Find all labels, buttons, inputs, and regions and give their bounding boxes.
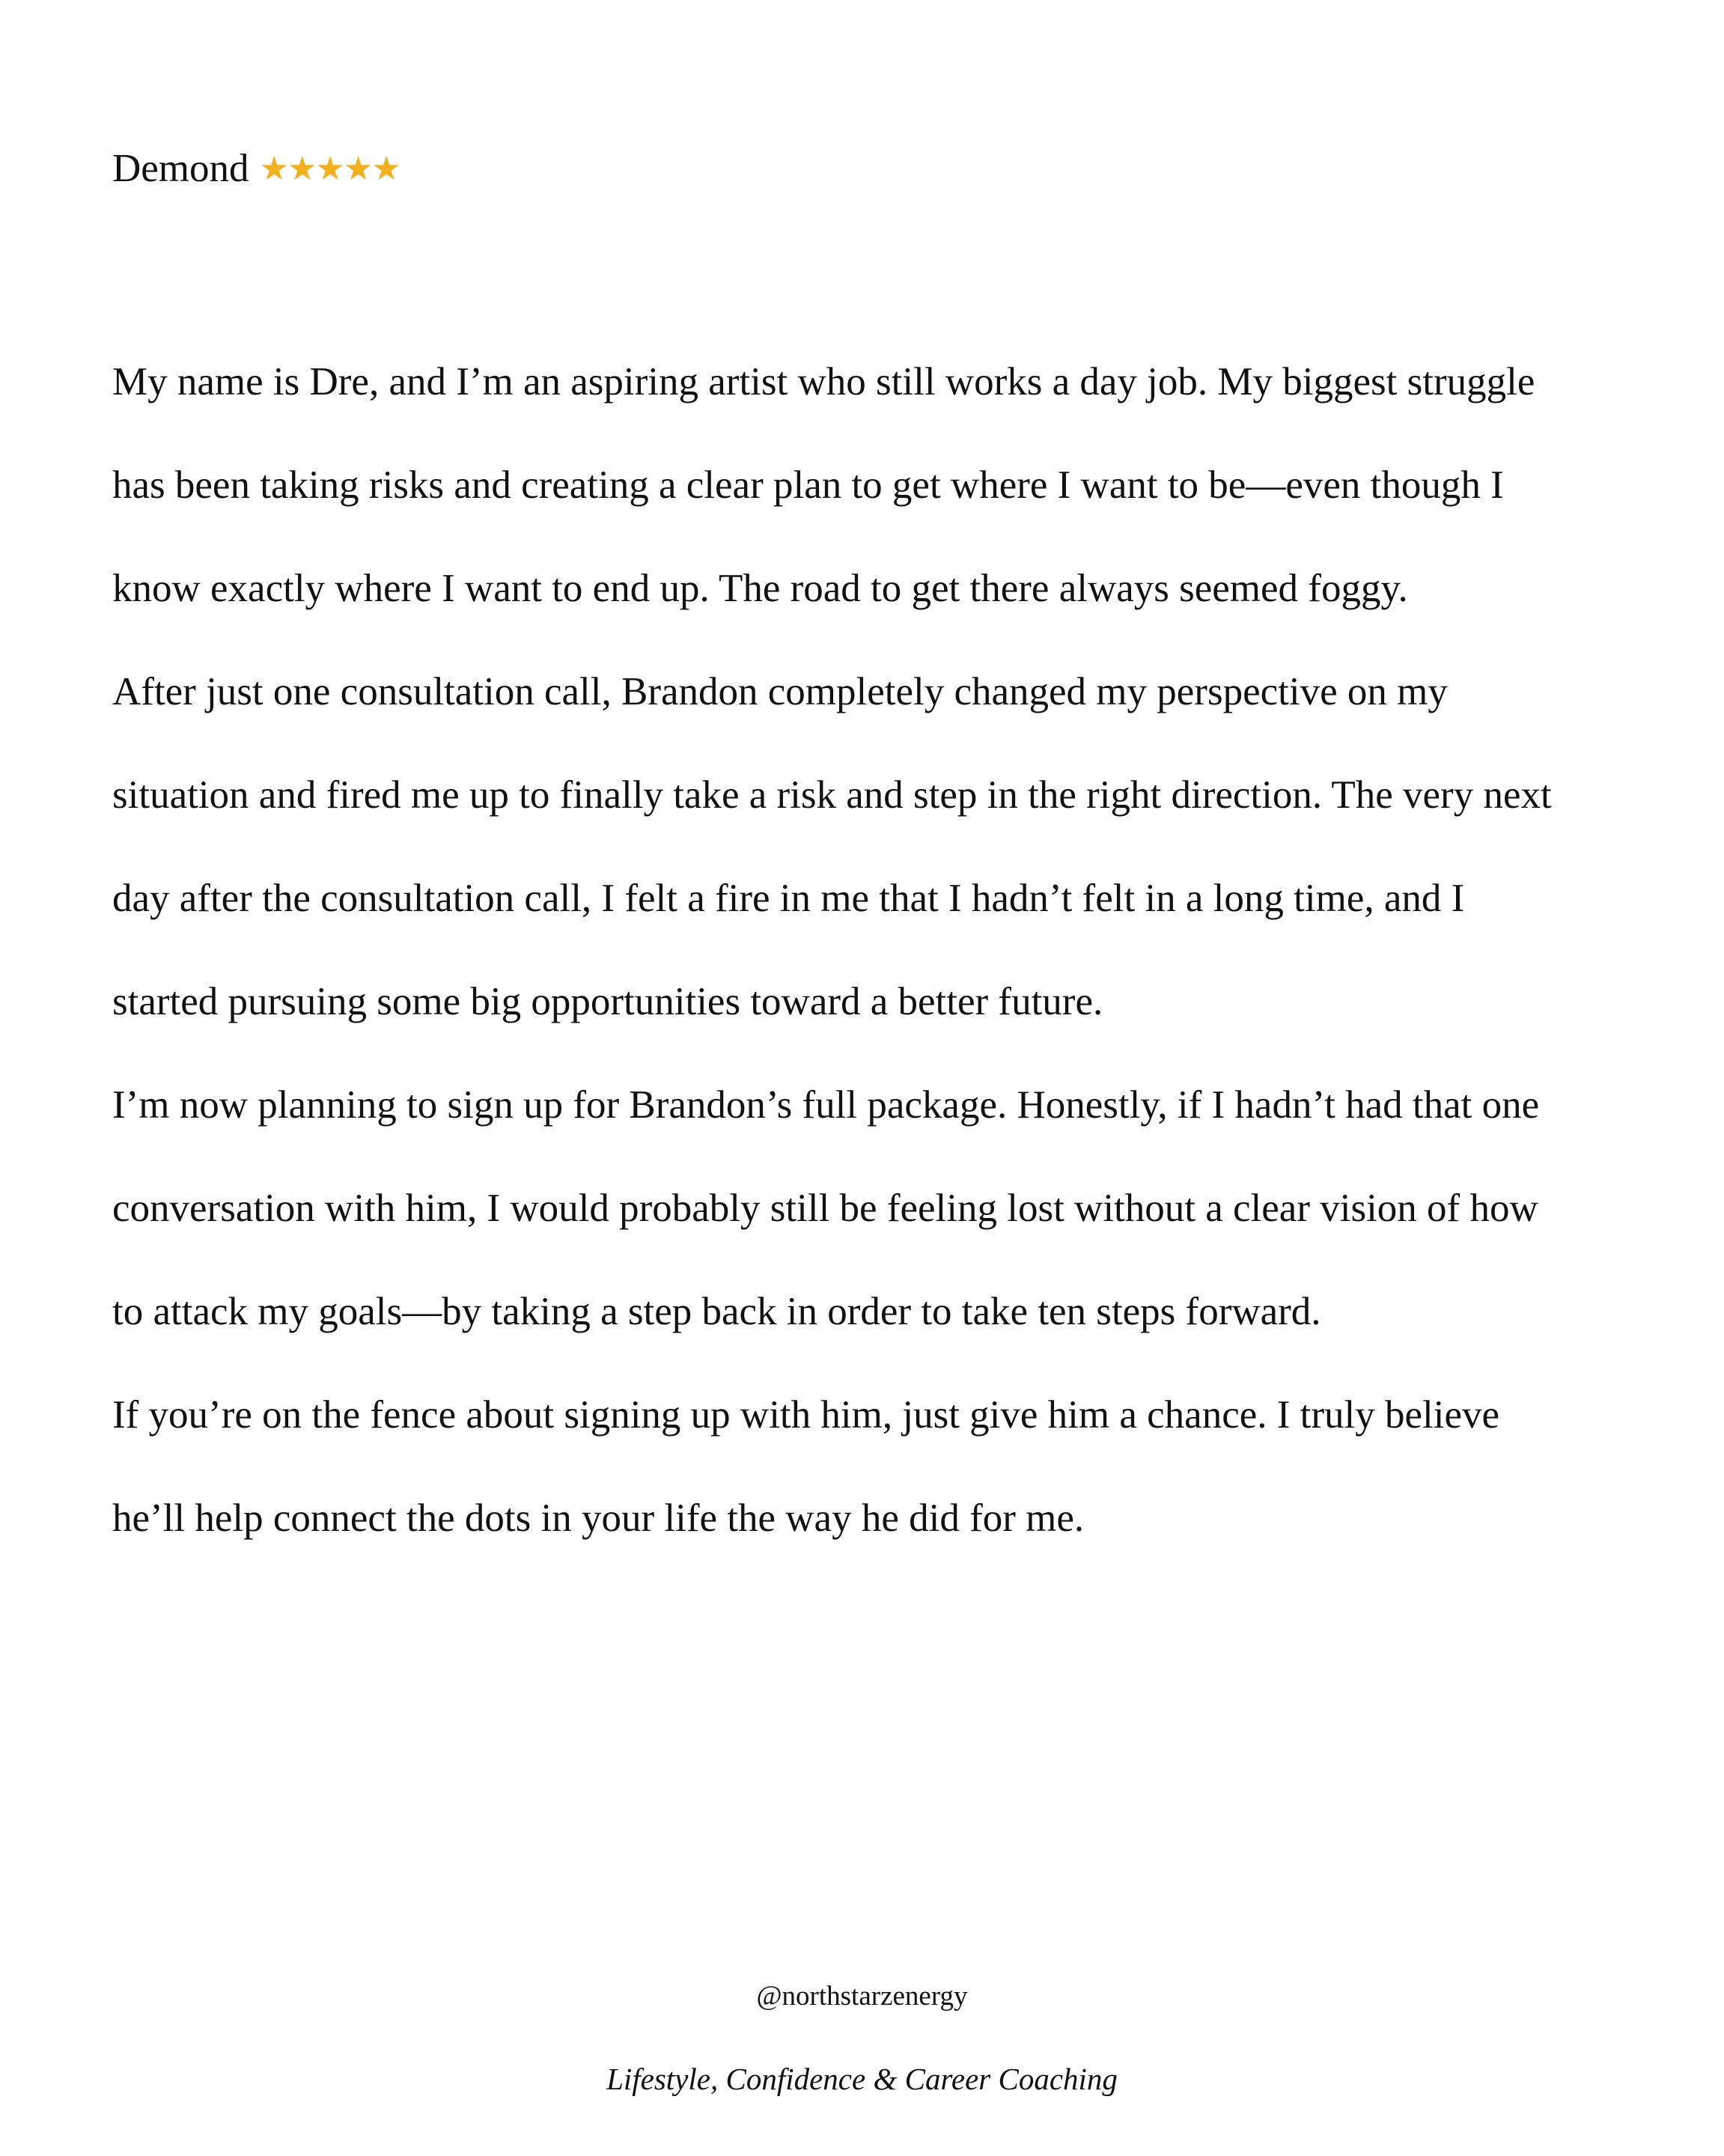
testimonial-line: My name is Dre, and I’m an aspiring artist who still works a day job. My biggest struggle [112,360,1535,404]
testimonial-line: has been taking risks and creating a clear plan to get where I want to be—even though I [112,463,1504,507]
testimonial-body [112,344,1617,1584]
star-rating-icon: ★★★★★ [259,150,400,188]
social-handle: @northstarzenergy [756,1981,968,2012]
testimonial-line: he’ll help connect the dots in your life the way he did for me. [112,1496,1085,1540]
brand-tagline: Lifestyle, Confidence & Career Coaching [606,2062,1118,2096]
testimonial-line: conversation with him, I would probably still be feeling lost without a clear vision of how [112,1187,1538,1230]
testimonial-line: day after the consultation call, I felt a fire in me that I hadn’t felt in a long time, and I [112,877,1465,920]
testimonial-line: I’m now planning to sign up for Brandon’s full package. Honestly, if I hadn’t had that one [112,1083,1540,1127]
testimonial-line: situation and fired me up to finally take a risk and step in the right direction. The very next [112,773,1552,817]
testimonial-line: know exactly where I want to end up. The road to get there always seemed foggy. [112,567,1408,610]
review-header [112,142,400,195]
testimonial-line: to attack my goals—by taking a step back in order to take ten steps forward. [112,1290,1321,1333]
testimonial-line: started pursuing some big opportunities toward a better future. [112,980,1103,1023]
reviewer-name: Demond [112,147,249,190]
testimonial-line: If you’re on the fence about signing up with him, just give him a chance. I truly believe [112,1393,1500,1437]
testimonial-line: After just one consultation call, Brandon completely changed my perspective on my [112,670,1448,713]
